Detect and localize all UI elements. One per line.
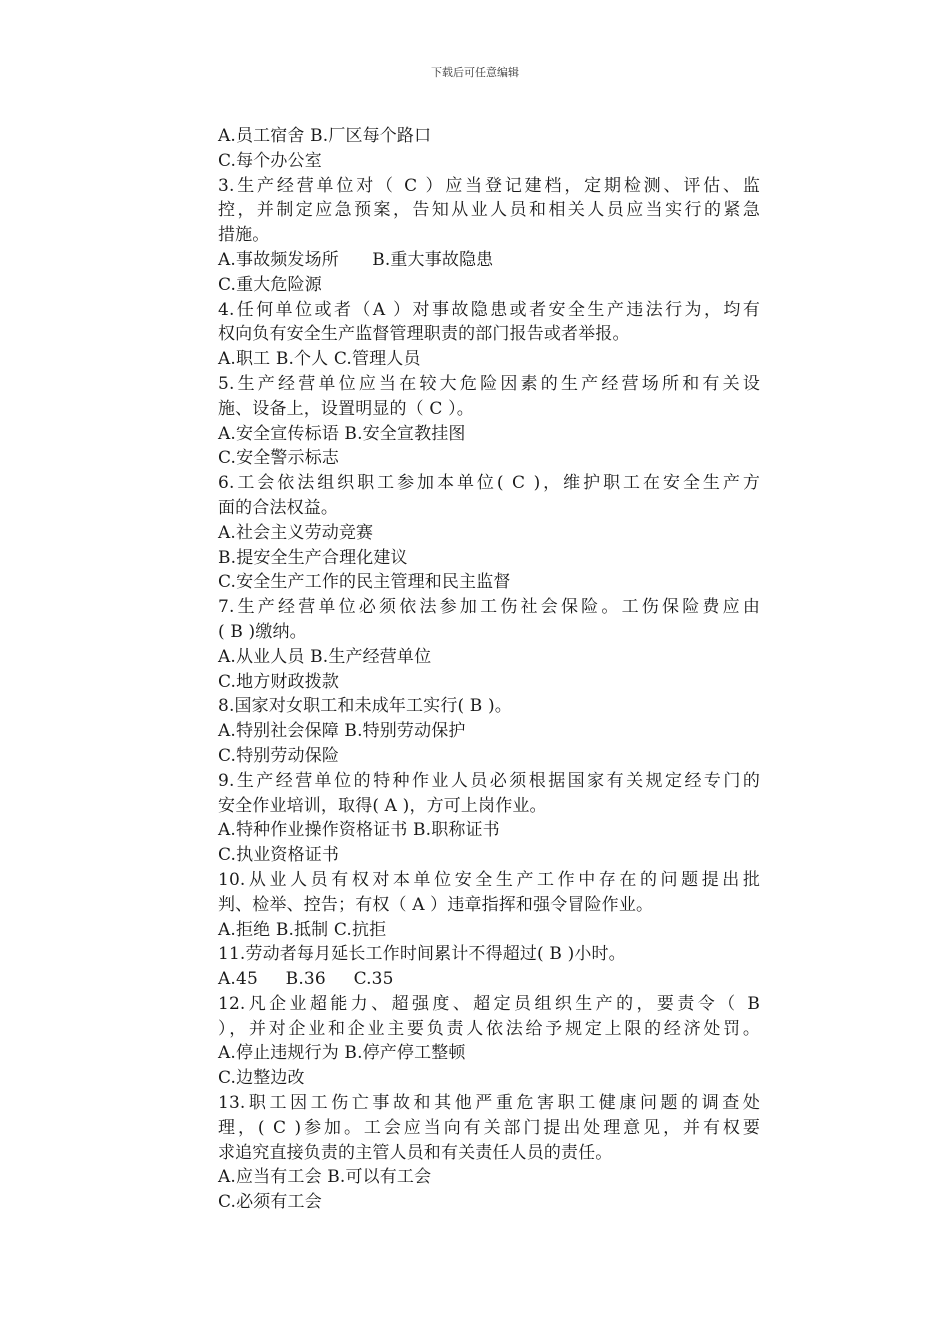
- text-line: 4.任何单位或者（A ）对事故隐患或者安全生产违法行为，均有: [218, 299, 760, 320]
- text-line: 6.工会依法组织职工参加本单位( C )，维护职工在安全生产方: [218, 473, 760, 494]
- text-line: C.安全生产工作的民主管理和民主监督: [218, 572, 511, 593]
- text-line: 权向负有安全生产监督管理职责的部门报告或者举报。: [218, 324, 630, 345]
- text-line: 措施。: [218, 225, 270, 246]
- text-line: C.每个办公室: [218, 150, 322, 171]
- text-line: A.事故频发场所 B.重大事故隐患: [218, 249, 494, 270]
- text-line: A.从业人员 B.生产经营单位: [218, 646, 432, 667]
- text-line: A.45 B.36 C.35: [218, 969, 394, 990]
- text-line: 9.生产经营单位的特种作业人员必须根据国家有关规定经专门的: [218, 770, 760, 791]
- text-line: A.特种作业操作资格证书 B.职称证书: [218, 820, 500, 841]
- text-line: A.员工宿舍 B.厂区每个路口: [218, 126, 432, 146]
- text-line: 11.劳动者每月延长工作时间累计不得超过( B )小时。: [218, 944, 626, 965]
- text-line: ( B )缴纳。: [218, 621, 307, 642]
- text-line: ），并对企业和企业主要负责人依法给予规定上限的经济处罚。: [218, 1018, 760, 1039]
- text-line: C.安全警示标志: [218, 448, 340, 469]
- text-line: 施、设备上，设置明显的（ C ）。: [218, 398, 474, 419]
- text-line: B.提安全生产合理化建议: [218, 547, 408, 568]
- text-line: A.安全宣传标语 B.安全宣教挂图: [218, 423, 466, 444]
- text-line: 5.生产经营单位应当在较大危险因素的生产经营场所和有关设: [218, 373, 760, 394]
- text-line: C.执业资格证书: [218, 845, 340, 866]
- text-line: A.职工 B.个人 C.管理人员: [218, 349, 421, 370]
- text-line: 13.职工因工伤亡事故和其他严重危害职工健康问题的调查处: [218, 1093, 760, 1114]
- text-line: C.边整边改: [218, 1068, 305, 1089]
- text-line: A.社会主义劳动竞赛: [218, 522, 374, 543]
- text-line: A.应当有工会 B.可以有工会: [218, 1167, 432, 1188]
- text-line: A.停止违规行为 B.停产停工整顿: [218, 1043, 466, 1064]
- document-body: [218, 124, 760, 1215]
- text-line: 12.凡企业超能力、超强度、超定员组织生产的，要责令（ B: [218, 993, 760, 1014]
- text-line: C.必须有工会: [218, 1192, 322, 1213]
- text-line: A.拒绝 B.抵制 C.抗拒: [218, 919, 387, 940]
- text-line: 3.生产经营单位对（ C ）应当登记建档，定期检测、评估、监: [218, 175, 760, 196]
- text-line: 安全作业培训，取得( A )，方可上岗作业。: [218, 795, 547, 816]
- text-line: 7.生产经营单位必须依法参加工伤社会保险。工伤保险费应由: [218, 597, 760, 618]
- text-line: C.特别劳动保险: [218, 745, 340, 766]
- page-header: 下载后可任意编辑: [431, 66, 519, 79]
- text-line: 求追究直接负责的主管人员和有关责任人员的责任。: [218, 1142, 613, 1163]
- text-line: 10.从业人员有权对本单位安全生产工作中存在的问题提出批: [218, 869, 760, 890]
- text-line: 判、检举、控告；有权（ A ）违章指挥和强令冒险作业。: [218, 894, 654, 915]
- text-line: C.重大危险源: [218, 274, 322, 295]
- text-line: C.地方财政拨款: [218, 671, 340, 692]
- text-line: 8.国家对女职工和未成年工实行( B )。: [218, 696, 512, 717]
- text-line: 理，( C )参加。工会应当向有关部门提出处理意见，并有权要: [218, 1117, 760, 1138]
- text-line: 面的合法权益。: [218, 497, 339, 518]
- text-line: 控，并制定应急预案，告知从业人员和相关人员应当实行的紧急: [218, 200, 760, 221]
- text-line: A.特别社会保障 B.特别劳动保护: [218, 721, 466, 742]
